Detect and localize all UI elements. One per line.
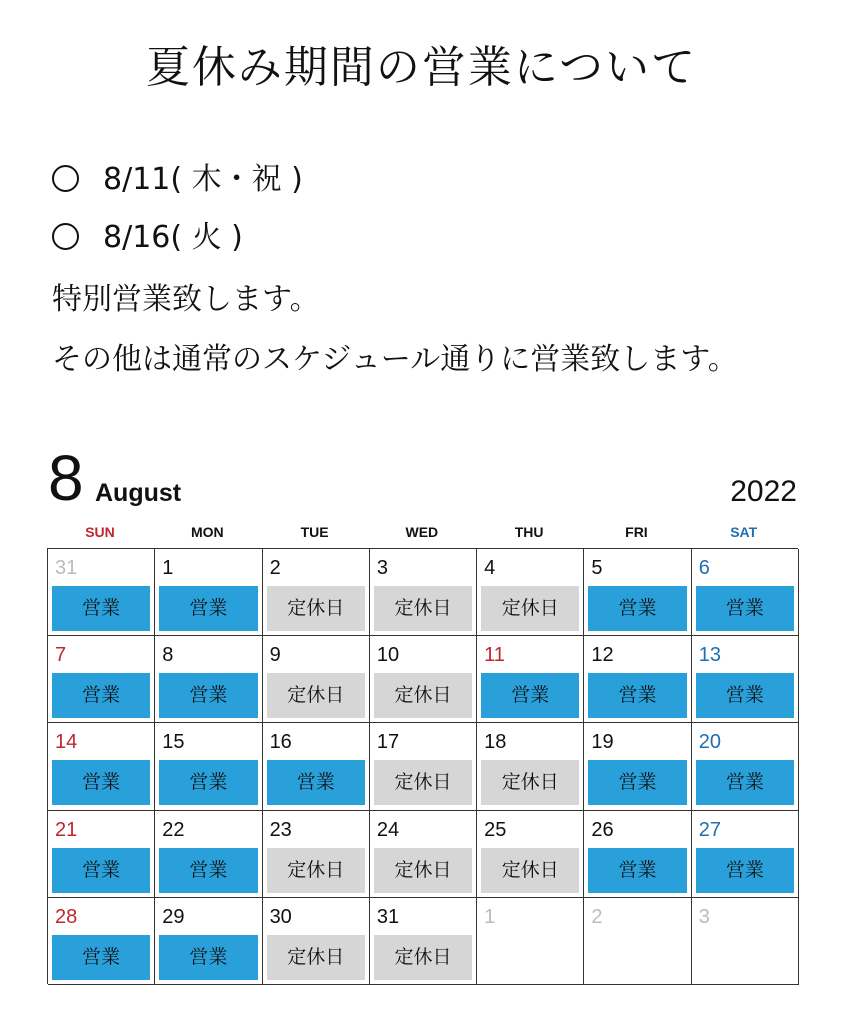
open-badge: 営業 — [159, 760, 257, 805]
day-cell — [370, 723, 477, 810]
day-cell — [263, 549, 370, 636]
closed-badge: 定休日 — [267, 935, 365, 980]
day-number: 28 — [55, 905, 78, 928]
day-cell — [477, 811, 584, 898]
circle-bullet-icon — [52, 223, 79, 250]
calendar-grid — [47, 548, 798, 984]
closed-badge: 定休日 — [481, 848, 579, 893]
open-badge: 営業 — [52, 935, 150, 980]
notice-date-2 — [52, 216, 243, 260]
day-cell — [155, 723, 262, 810]
day-number: 21 — [55, 818, 78, 841]
open-badge: 営業 — [696, 673, 794, 718]
day-cell — [584, 723, 691, 810]
day-cell — [692, 636, 799, 723]
day-number: 10 — [376, 644, 400, 667]
open-badge: 営業 — [52, 586, 150, 631]
open-badge: 営業 — [52, 760, 150, 805]
notice-line-1: 特別営業致します。 — [52, 282, 320, 317]
day-cell — [370, 811, 477, 898]
open-badge: 営業 — [696, 848, 794, 893]
closed-badge: 定休日 — [481, 760, 579, 805]
day-number: 7 — [55, 644, 67, 667]
day-number: 8 — [162, 644, 174, 667]
weekday-fri: FRI — [625, 524, 648, 540]
day-cell — [477, 549, 584, 636]
open-badge: 営業 — [159, 586, 257, 631]
day-number: 22 — [162, 818, 185, 841]
open-badge: 営業 — [159, 673, 257, 718]
day-cell — [263, 898, 370, 985]
circle-bullet-icon — [52, 165, 79, 192]
day-cell — [263, 723, 370, 810]
day-number: 31 — [55, 557, 78, 579]
closed-badge: 定休日 — [481, 586, 579, 631]
day-number: 19 — [591, 731, 614, 754]
closed-badge: 定休日 — [374, 760, 472, 805]
day-cell — [584, 636, 691, 723]
closed-badge: 定休日 — [267, 673, 365, 718]
notice-date-1 — [52, 158, 303, 202]
open-badge: 営業 — [267, 760, 365, 805]
day-number: 30 — [269, 905, 292, 928]
open-badge: 営業 — [588, 760, 686, 805]
day-number: 3 — [698, 905, 710, 928]
open-badge: 営業 — [588, 586, 686, 631]
notice-date-2-text: 8/16( 火 ) — [103, 220, 243, 255]
day-cell — [584, 898, 691, 985]
day-cell — [584, 811, 691, 898]
day-number: 23 — [269, 818, 292, 841]
day-number: 14 — [55, 731, 78, 754]
day-number: 11 — [484, 644, 505, 667]
day-cell — [477, 636, 584, 723]
day-cell — [155, 898, 262, 985]
year: 2022 — [730, 475, 797, 508]
open-badge: 営業 — [588, 673, 686, 718]
weekday-wed: WED — [405, 524, 439, 540]
weekday-sat: SAT — [730, 524, 758, 540]
page-title: 夏休み期間の営業について — [145, 42, 698, 93]
day-number: 16 — [269, 731, 292, 754]
closed-badge: 定休日 — [267, 586, 365, 631]
month-number: 8 — [48, 442, 84, 514]
open-badge: 営業 — [481, 673, 579, 718]
day-cell — [477, 723, 584, 810]
day-cell — [370, 549, 477, 636]
day-number: 24 — [376, 818, 400, 841]
open-badge: 営業 — [52, 673, 150, 718]
open-badge: 営業 — [696, 586, 794, 631]
day-cell — [48, 898, 155, 985]
day-cell — [48, 723, 155, 810]
day-cell — [370, 636, 477, 723]
open-badge: 営業 — [696, 760, 794, 805]
day-cell — [477, 898, 584, 985]
day-cell — [692, 898, 799, 985]
day-number: 18 — [484, 731, 507, 754]
day-cell — [370, 898, 477, 985]
day-cell — [48, 549, 155, 636]
day-cell — [692, 723, 799, 810]
weekday-sun: SUN — [85, 524, 115, 540]
day-number: 4 — [484, 557, 496, 579]
weekday-mon: MON — [190, 524, 224, 540]
day-cell — [692, 811, 799, 898]
day-number: 1 — [162, 557, 174, 579]
closed-badge: 定休日 — [374, 673, 472, 718]
day-cell — [155, 811, 262, 898]
closed-badge: 定休日 — [374, 586, 472, 631]
notice-line-2: その他は通常のスケジュール通りに営業致します。 — [52, 342, 738, 377]
weekday-thu: THU — [514, 524, 544, 540]
day-number: 29 — [162, 905, 185, 928]
day-number: 31 — [376, 905, 400, 928]
day-number: 20 — [698, 731, 721, 754]
day-cell — [263, 811, 370, 898]
closed-badge: 定休日 — [267, 848, 365, 893]
open-badge: 営業 — [52, 848, 150, 893]
day-number: 25 — [484, 818, 507, 841]
notice-date-1-text: 8/11( 木・祝 ) — [103, 162, 303, 197]
open-badge: 営業 — [159, 935, 257, 980]
day-number: 17 — [376, 731, 400, 754]
open-badge: 営業 — [159, 848, 257, 893]
day-cell — [48, 811, 155, 898]
day-cell — [584, 549, 691, 636]
day-number: 2 — [269, 557, 281, 579]
day-number: 12 — [591, 644, 614, 667]
day-number: 15 — [162, 731, 185, 754]
day-number: 5 — [591, 557, 603, 579]
day-cell — [155, 636, 262, 723]
month-name: August — [95, 479, 182, 507]
day-number: 1 — [484, 905, 496, 928]
closed-badge: 定休日 — [374, 935, 472, 980]
day-number: 13 — [698, 644, 721, 667]
day-number: 3 — [376, 557, 388, 579]
closed-badge: 定休日 — [374, 848, 472, 893]
day-cell — [48, 636, 155, 723]
day-cell — [155, 549, 262, 636]
weekday-tue: TUE — [300, 524, 329, 540]
day-cell — [263, 636, 370, 723]
day-number: 27 — [698, 818, 721, 841]
day-number: 9 — [269, 644, 281, 667]
day-number: 6 — [698, 557, 710, 579]
day-number: 26 — [591, 818, 614, 841]
day-number: 2 — [591, 905, 603, 928]
day-cell — [692, 549, 799, 636]
open-badge: 営業 — [588, 848, 686, 893]
